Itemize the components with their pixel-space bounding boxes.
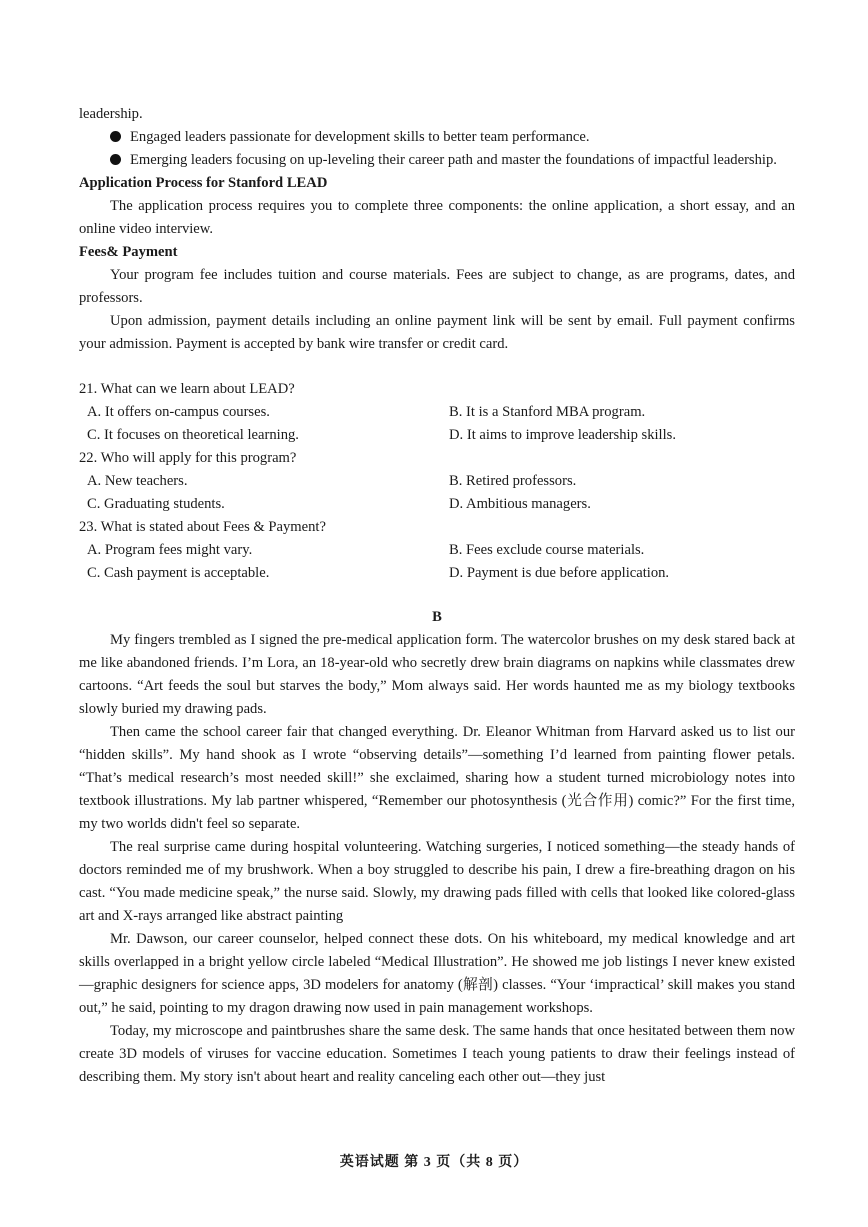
fees-paragraph: Upon admission, payment details including an online payment link will be sent by email. Full payment confirms your admission. Payment is accepted by bank wire transfer or credit card. [79, 313, 795, 352]
question-stem: 23. What is stated about Fees & Payment? [79, 519, 326, 535]
question-stem: 22. Who will apply for this program? [79, 450, 297, 466]
question-options [79, 470, 795, 516]
question-21 [79, 378, 795, 447]
question-22 [79, 447, 795, 516]
page-footer: 英语试题 第 3 页（共 8 页） [339, 1155, 529, 1170]
option-b: B. It is a Stanford MBA program. [449, 404, 646, 420]
option-b: B. Fees exclude course materials. [449, 542, 645, 558]
question-stem: 21. What can we learn about LEAD? [79, 381, 295, 397]
continued-text: leadership. [79, 106, 143, 122]
passage-b-paragraph: My fingers trembled as I signed the pre-medical application form. The watercolor brushes on my desk stared back at me like abandoned friends. I’m Lora, an 18-year-old who secretly drew brain diagrams on napkins while classmates drew cartoons. “Art feeds the soul but starves the body,” Mom always said. Her words haunted me as my biology textbooks slowly buried my drawing pads. [79, 632, 795, 717]
option-a: A. It offers on-campus courses. [87, 404, 270, 420]
bullet-item [79, 126, 795, 149]
option-b: B. Retired professors. [449, 473, 577, 489]
option-a: A. New teachers. [87, 473, 188, 489]
option-c: C. It focuses on theoretical learning. [87, 427, 299, 443]
fees-paragraph: Your program fee includes tuition and course materials. Fees are subject to change, as are programs, dates, and professors. [79, 267, 795, 306]
passage-b-paragraph: The real surprise came during hospital volunteering. Watching surgeries, I noticed something—the steady hands of doctors reminded me of my brushwork. When a boy struggled to describe his pain, I drew a fire-breathing dragon on his cast. “You made medicine speak,” the nurse said. Slowly, my drawing pads filled with cells that looked like colored-glass art and X-rays arranged like abstract painting [79, 839, 795, 924]
question-23 [79, 516, 795, 585]
option-c: C. Graduating students. [87, 496, 225, 512]
question-options [79, 539, 795, 585]
passage-b-title: B [432, 609, 442, 625]
page-content [79, 103, 795, 1089]
option-d: D. Payment is due before application. [449, 565, 670, 581]
application-text: The application process requires you to complete three components: the online application, a short essay, and an online video interview. [79, 198, 795, 237]
section-heading-fees: Fees& Payment [79, 244, 178, 260]
passage-b-paragraph: Today, my microscope and paintbrushes share the same desk. The same hands that once hesitated between them now create 3D models of viruses for vaccine education. Sometimes I teach young patients to draw their feelings instead of describing them. My story isn't about heart and reality canceling each other out—they just [79, 1023, 795, 1085]
bullet-dot-icon [110, 154, 121, 165]
option-a: A. Program fees might vary. [87, 542, 253, 558]
bullet-dot-icon [110, 131, 121, 142]
bullet-text: Emerging leaders focusing on up-leveling their career path and master the foundations of impactful leadership. [130, 152, 777, 168]
option-d: D. It aims to improve leadership skills. [449, 427, 676, 443]
question-options [79, 401, 795, 447]
spacer [79, 356, 795, 378]
option-c: C. Cash payment is acceptable. [87, 565, 270, 581]
bullet-item [79, 149, 795, 172]
bullet-text: Engaged leaders passionate for development skills to better team performance. [130, 129, 590, 145]
option-d: D. Ambitious managers. [449, 496, 591, 512]
passage-b-paragraph: Mr. Dawson, our career counselor, helped connect these dots. On his whiteboard, my medical knowledge and art skills overlapped in a bright yellow circle labeled “Medical Illustration”. He showed me job listings I never knew existed—graphic designers for science apps, 3D modelers for anatomy (解剖) classes. “Your ‘impractical’ skill makes you stand out,” he said, pointing to my dragon drawing now used in pain management workshops. [79, 931, 795, 1016]
section-heading-application: Application Process for Stanford LEAD [79, 175, 328, 191]
passage-b-paragraph: Then came the school career fair that changed everything. Dr. Eleanor Whitman from Harvard asked us to list our “hidden skills”. My hand shook as I wrote “observing details”—something I’d learned from painting flower petals. “That’s medical research’s most needed skill!” she exclaimed, sharing how a student turned microbiology notes into textbook illustrations. My lab partner whispered, “Remember our photosynthesis (光合作用) comic?” For the first time, my two worlds didn't feel so separate. [79, 724, 795, 832]
